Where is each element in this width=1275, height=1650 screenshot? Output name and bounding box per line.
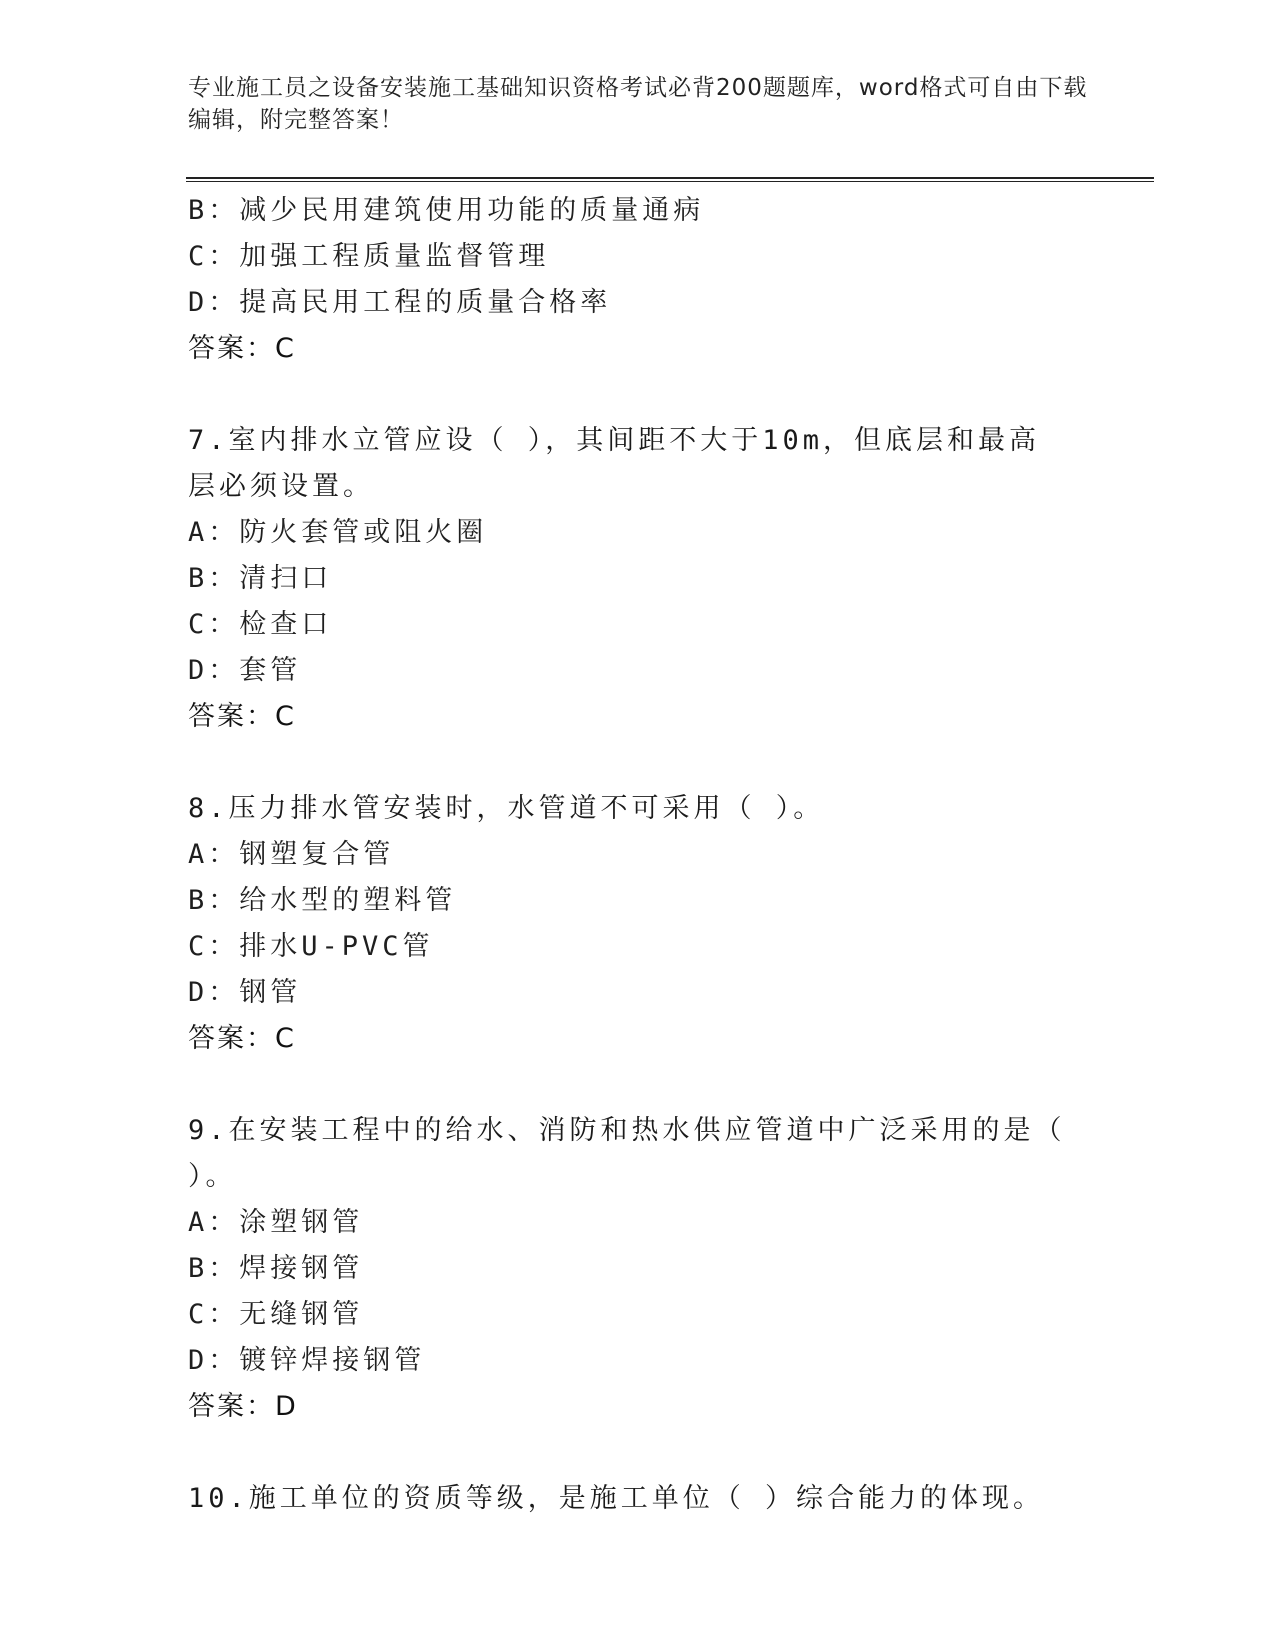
question-9 — [188, 1108, 1088, 1430]
header-divider — [186, 177, 1154, 182]
spacer — [188, 372, 1088, 418]
option-c: C：无缝钢管 — [188, 1299, 364, 1330]
option-c: C：检查口 — [188, 609, 333, 640]
option-d: D：钢管 — [188, 977, 302, 1008]
spacer — [188, 1062, 1088, 1108]
spacer — [188, 1430, 1088, 1476]
question-8 — [188, 786, 1088, 1062]
option-b: B：减少民用建筑使用功能的质量通病 — [188, 195, 705, 226]
answer-line: 答案：C — [188, 1023, 296, 1054]
question-text: 10.施工单位的资质等级，是施工单位（ ）综合能力的体现。 — [188, 1483, 1045, 1514]
option-a: A：涂塑钢管 — [188, 1207, 364, 1238]
spacer — [188, 740, 1088, 786]
option-d: D：提高民用工程的质量合格率 — [188, 287, 612, 318]
answer-line: 答案：C — [188, 701, 296, 732]
option-c: C：加强工程质量监督管理 — [188, 241, 550, 272]
option-d: D：镀锌焊接钢管 — [188, 1345, 426, 1376]
option-b: B：给水型的塑料管 — [188, 885, 457, 916]
question-text: 8.压力排水管安装时，水管道不可采用（ ）。 — [188, 793, 825, 824]
answer-line: 答案：C — [188, 333, 296, 364]
option-a: A：钢塑复合管 — [188, 839, 395, 870]
continued-question — [188, 188, 1088, 372]
question-7 — [188, 418, 1088, 740]
option-b: B：焊接钢管 — [188, 1253, 364, 1284]
option-d: D：套管 — [188, 655, 302, 686]
option-c: C：排水U-PVC管 — [188, 931, 434, 962]
question-10 — [188, 1476, 1088, 1522]
page-header: 专业施工员之设备安装施工基础知识资格考试必背200题题库，word格式可自由下载编辑，附完整答案！ — [188, 75, 1088, 133]
option-a: A：防火套管或阻火圈 — [188, 517, 488, 548]
question-list — [188, 188, 1088, 1522]
option-b: B：清扫口 — [188, 563, 333, 594]
question-text: 9.在安装工程中的给水、消防和热水供应管道中广泛采用的是（ ）。 — [188, 1115, 1066, 1192]
answer-line: 答案：D — [188, 1391, 298, 1422]
question-text: 7.室内排水立管应设（ ），其间距不大于10m，但底层和最高层必须设置。 — [188, 425, 1041, 502]
